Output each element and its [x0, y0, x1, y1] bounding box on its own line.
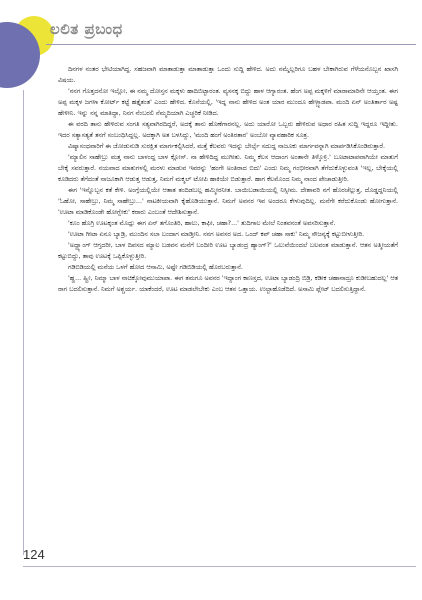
paragraph: ಈಗ 'ಇನ್ನೊಬ್ಬನ ಕತೆ ಕೇಳಿ. ಅಂಗ್ಗೆಯಲ್ಲಿಯೇ ಆತಾತ ತಂದಿಡಬಲ್ಲ ಹಮ್ಮೀರನೀತ. ಬಾಯಿಬಡಾಯಿಯಲ್ಲಿ ನಿಸ್ಸೀಮ. ದೇಶಾವರಿ ನಗೆ ಹೊರಚೆಲ್ಲುತ್ತ, ದೊಡ್ಡದ್ದನಿಯಲ್ಲಿ 'ಓಹೋ, ಸಾಹೇಬ್ರು, ನಿಮ್ಮ ಸಾಹೇಬ್ರು...' ನಾಟಕೀಯವಾಗಿ ಕೈಹೊಡಿಯುತ್ತಾನೆ. ನಿಮಗೆ ಅವನರ ಇವ ಅಂದರೂ ಕೇಳುವುದಿಲ್ಲ. ಮನೆಗೇ ಕರೆದುಕೊಂಡು ಹೋಗುತ್ತಾನೆ. 'ಊಟಾ ಮಾಡಿಕೊಂಡೇ ಹೋಗ್ಬೇಕು' ಕರಾರು ಎಂಬಂತೆ ಆದೇಶಿಸುತ್ತಾನೆ.	[58, 186, 398, 216]
paragraph: 'ಅದ್ಹ್ಯಾಂಗ್ ಆಗ್ತದರೀ, ಬಾಳ ದಿವಸದ ಮ್ಯಾಲ ಬಡವನ ಮನೆಗೆ ಬಂದೀರಿ ಊಟ ಬ್ಯಾಡಂದ್ರ ಹ್ಯಾಂಗ್?' ಒಲುವೆಯಿಂದಲೆ ಬಲವಂತ ಮಾಡುತ್ತಾನೆ. ಆತನ ಅತ್ಮೀಯತೆಗೆ ಕಟ್ಟುಬಿದ್ದು, ತಾವು ಊಟಕ್ಕೆ ಒಪ್ಪಿಕೊಳ್ಳುತ್ತೀರಿ.	[58, 241, 398, 260]
paragraph: ದಿನಗಳ ನಂತರ ಭೇಟಿಯಾಗಿದ್ದ. ಸಹಜವಾಗಿ ಮಾತಾಡುತ್ತಾ ಮಾತಾಡುತ್ತಾ ಒಂದು ಸುದ್ದಿ ಹೇಳಿದ. ಅದು ನಮ್ಮೆಲ್ಲರಿಗೂ ಬಹಳ ಬೇಕಾಗಿರುವ ಗೆಳೆಯನೊಬ್ಬನ ಖಾಸಗಿ ವಿಷಯ.	[58, 65, 398, 84]
footer-divider	[23, 566, 416, 567]
paragraph: 'ಹ್ಹ... ಹ್ಹೀ, ನಿಮ್ಮಾ ಬಾಳ ನಾಚಿಕ್ಕೋವುಮುಯಾಪಾ. ಈಗ ತಮಗೂ ಅವನರ 'ಇದ್ದಾಂಗ ಕಾಣಸ್ತದ, ಊಟಾ ಬ್ಯಾಡಂದ್ರಿ ಬಿಡ್ರಿ, ಕಡೀಕ ಚಹಾನಾದ್ರೂ ಕುಡೀಬಹುದಲ್ಲ' ಆತ ರಾಗ ಬದಲಿಸುತ್ತಾನೆ. ನಿಮಗೆ ಅಶ್ಚರ್ಯ. ಯಾಕೆಂದರೆ, ಊಟ ಮಾಡಲೇಬೇಕು ಎಂಬ ಆತನ ಒತ್ತಾಯ. ಉಲ್ಟಾಹೊಡೆದಿದೆ. ಅಸಾಮಿ ಪ್ಲೇಟ್ ಬದಲಿಸುತ್ತಿದ್ದಾನೆ.	[58, 274, 398, 293]
paragraph: ವಿಷ್ಯಾಸಂಧವಾರಿಗೆ ಈ ಜೋಡುನುಡಿ ಸುರಕ್ಷಿತ ಮಾರ್ಗಕಲ್ಪಿಸಿದರೆ, ಮತ್ತೆ ಕೆಲವರು ಇದನ್ನು ಬೇರ್ಲ್ಸೆ ಸದುದ್ದ ನಾಜೂಕು ಮಾರ್ಗವನ್ನಾಗಿ ಮಾರ್ಪಡಿಸಿಕೊಂಡಿರುತ್ತಾರೆ.	[68, 142, 385, 150]
paragraph: 'ಕೂಂ ಹೊಗ್ರಿ ಊಟಕ್ಕಂತ ಮೊದ್ಲು ಈಗ ಏನ್ ತಗೊಂತಿರಿ, ಹಾಲು, ಕಾಫೀ, ಚಹಾ?...' ತುದಿಗಾಲ ಮೇಲೆ ನಿಂತವನಂತೆ ಅವಸರಿಸುತ್ತಾನೆ.	[68, 219, 336, 227]
paragraph: ಈ ವರದಿ ತಾನು ಹೇಳಿರುವ ಸಂಗತಿ ಸತ್ಯವಾಗಿರದಿದ್ದರೆ, ಅದಕ್ಕೆ ತಾನು ಹೊಣೆಗಾರನಲ್ಲ. ಅದು ಯಾರೋ ಒಬ್ಬರು ಹೇಳಿರುವ ಅಧಾರ ರಹಿತ ಸುದ್ದಿ ಇದ್ದರೂ ಇದ್ದೀತು. ಇದರ ಸತ್ಯಾಸತ್ಯತೆ ತನಗೆ ಸಂಬಂಧಿಸಿದ್ದಲ್ಲ. ಅದಕ್ಕಾಗಿ ಅತ ಬಳಸಿದ್ದು, 'ಮಂದಿ ಹಂಗೆ ಅಂತಿರತಾರ' ಅಂಬೋ ವ್ಯಾವಹಾರಿಕ ಸೂತ್ರ.	[58, 120, 398, 139]
header-divider	[46, 44, 416, 45]
margin-divider	[23, 90, 24, 555]
page-number: 124	[23, 547, 45, 562]
paragraph: ಗಡಿಬಿಡಿಯಲ್ಲಿ ಮನೆಯ ಒಳಗೆ ಹೋದ ಆಸಾಮಿ, ಅಷ್ಟೇ ಗಡಿಬಿಡಿಯಲ್ಲಿ ಹೊರಬರುತ್ತಾನೆ.	[68, 263, 243, 271]
body-text	[58, 64, 398, 554]
running-header-title: ಲಲಿತ ಪ್ರಬಂಧ	[50, 20, 123, 38]
paragraph: 'ಮ್ಯಾಲಿನ ಸಾಹೇಬ್ರು ಮತ್ತ ನಾನು ಬಾಳಂದ್ದ ಬಾಳ ಕ್ಲೋಸ್. ನಾ ಹೇಳಿದಿದ್ದ ಮುಗೀತು. ನಿಮ್ಮ ಕೆಲಸ ಆದಾಂಗ ಅಂತಾನೇ ತಿಳ್ಕೊಳ್ರಿ.' ಬೂಟಾಟಾಪವಾಗಿಯೇ ಮಾತುಗೆ ಬೇಕೈ ಸವರುತ್ತಾರೆ. ನಯವಾದ ಮಾತುಗಳಲ್ಲಿ ಮರಳು ಮಾಡುವ ಇವರನ್ನು 'ಹಂಗೇ ಅಂತಿರಾದ ಬಿದು' ಎಂದು ನಿಮ್ಮ ಗಂಭೀರವಾಗಿ ತೆಗೆದುಕೊಳ್ಳುವಂತಿ 'ಇಲ್ಲ, ಬೇಕ್ಕೆಯಲ್ಲಿ ಕೂಡಿದರು ತೆಗೆದಂತೆ ನಾಜೂಕಾಗಿ ಆಡುತ್ತ ಆಡುತ್ತ, ನಿಮಗೆ ಮಕ್ಮಲ್ ಟೋಪಿ ಹಾಕಿಯೇ ಬಿಡುತ್ತಾರೆ. ಹಾಗ ಕೆಲಮೊಂದ ನಿಮ್ಮ ನಾಂದ ಪೇಚಾಡುತ್ತೀರಿ.	[58, 153, 398, 183]
paragraph: 'ಊಟಾ ಗೀಟಾ ಏನೂ ಬ್ಯಾಡ್ರಿ, ಮುಂದಿನ ಸಲಾ ಬಂದಾಗ ಮಾಡ್ತೀನಿ. ನನಗ ಅವಸರ ಅದ. ಒಂದ್ ಕಪ್ ಚಹಾ ಸಾಕು' ನಿಮ್ಮ ಸೌಜನ್ಯಕ್ಕೆ ಕಟ್ಟುಬೀಳುತ್ತೀರಿ.	[68, 230, 365, 238]
paragraph: 'ನನಗ ಗೊತ್ತದನೋ ಇಲ್ಲೋ, ಈ ನಮ್ಮ ದೋಸ್ತನ ಮಕ್ಕಳು ಹಾದಿಬಿಟ್ಟಾರಂತ. ವ್ಯಸನಕ್ಕ ಬಿದ್ದು ಹಾಳ ಆಗ್ಯಾರಂತ. ಹೆಂಗ ಅಪ್ಪ ಮಕ್ಕಳಿಗೆ ಮಾರಾಮಾರಿನೇ ಆಯ್ತಂತ. ಈಗ ಅಪ್ಪ ಮಕ್ಕಳ ಜಗಳಾ ಕೋರ್ಟ್ ಕಟ್ಟೆ ಹತ್ತೈತಂತ' ಎಂದು ಹೇಳಿದ. ಕೊನೆಯಲ್ಲಿ, 'ಇದ್ನ ನಾನು ಹೇಳಿದ ಅಂತ ಯಾರ ಮುಂದೂ ಹೇಳ್ಬ್ಯಾಡಪಾ. ಮಂದಿ ಏನ್ ಅಂತಿರ್ತಾರ ಅಷ್ಟ ಹೇಳೀನಿ. ಇನ್ನು ನನ್ನ ಮಾತಿದ್ದಾ, ನಿನಗ ನೆಂಬರಲಿ ನೆಮ್ಮದಿಯಾಗಿ ಎಚ್ಚರಿಕೆ ನೀಡಿದ.	[58, 87, 398, 117]
